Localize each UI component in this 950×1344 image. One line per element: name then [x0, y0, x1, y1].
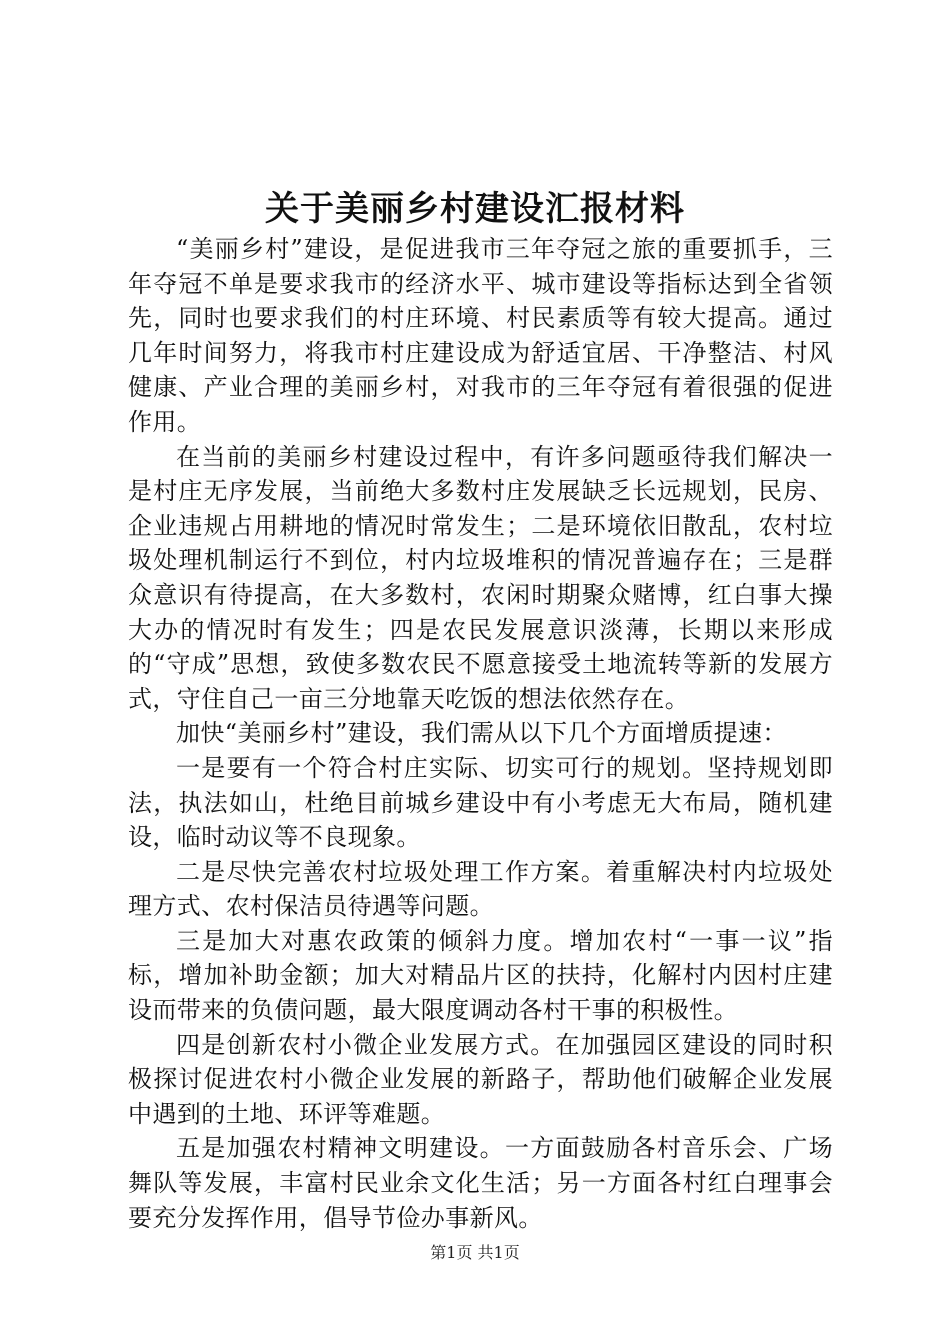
paragraph-measure-1: 一是要有一个符合村庄实际、切实可行的规划。坚持规划即法，执法如山，杜绝目前城乡建设中有小考虑无大布局，随机建设，临时动议等不良现象。 — [128, 753, 833, 852]
paragraph-measure-3: 三是加大对惠农政策的倾斜力度。增加农村“一事一议”指标，增加补助金额；加大对精品片区的扶持，化解村内因村庄建设而带来的负债问题，最大限度调动各村干事的积极性。 — [128, 926, 833, 1025]
document-body — [128, 232, 833, 1235]
paragraph-measure-2: 二是尽快完善农村垃圾处理工作方案。着重解决村内垃圾处理方式、农村保洁员待遇等问题。 — [128, 857, 833, 921]
page-footer: 第1页 共1页 — [430, 1243, 520, 1262]
paragraph-measures-lead: 加快“美丽乡村”建设，我们需从以下几个方面增质提速： — [176, 719, 787, 748]
paragraph-problems: 在当前的美丽乡村建设过程中，有许多问题亟待我们解决一是村庄无序发展，当前绝大多数村庄发展缺乏长远规划，民房、企业违规占用耕地的情况时常发生；二是环境依旧散乱，农村垃圾处理机制运行不到位，村内垃圾堆积的情况普遍存在；三是群众意识有待提高，在大多数村，农闲时期聚众赌博，红白事大操大办的情况时有发生；四是农民发展意识淡薄，长期以来形成的“守成”思想，致使多数农民不愿意接受土地流转等新的发展方式，守住自己一亩三分地靠天吃饭的想法依然存在。 — [128, 442, 833, 713]
paragraph-intro: “美丽乡村”建设，是促进我市三年夺冠之旅的重要抓手，三年夺冠不单是要求我市的经济水平、城市建设等指标达到全省领先，同时也要求我们的村庄环境、村民素质等有较大提高。通过几年时间努力，将我市村庄建设成为舒适宜居、干净整洁、村风健康、产业合理的美丽乡村，对我市的三年夺冠有着很强的促进作用。 — [128, 235, 833, 436]
paragraph-measure-4: 四是创新农村小微企业发展方式。在加强园区建设的同时积极探讨促进农村小微企业发展的新路子，帮助他们破解企业发展中遇到的土地、环评等难题。 — [128, 1030, 833, 1128]
paragraph-measure-5: 五是加强农村精神文明建设。一方面鼓励各村音乐会、广场舞队等发展，丰富村民业余文化生活；另一方面各村红白理事会要充分发挥作用，倡导节俭办事新风。 — [128, 1134, 833, 1232]
document-title: 关于美丽乡村建设汇报材料 — [265, 189, 685, 229]
